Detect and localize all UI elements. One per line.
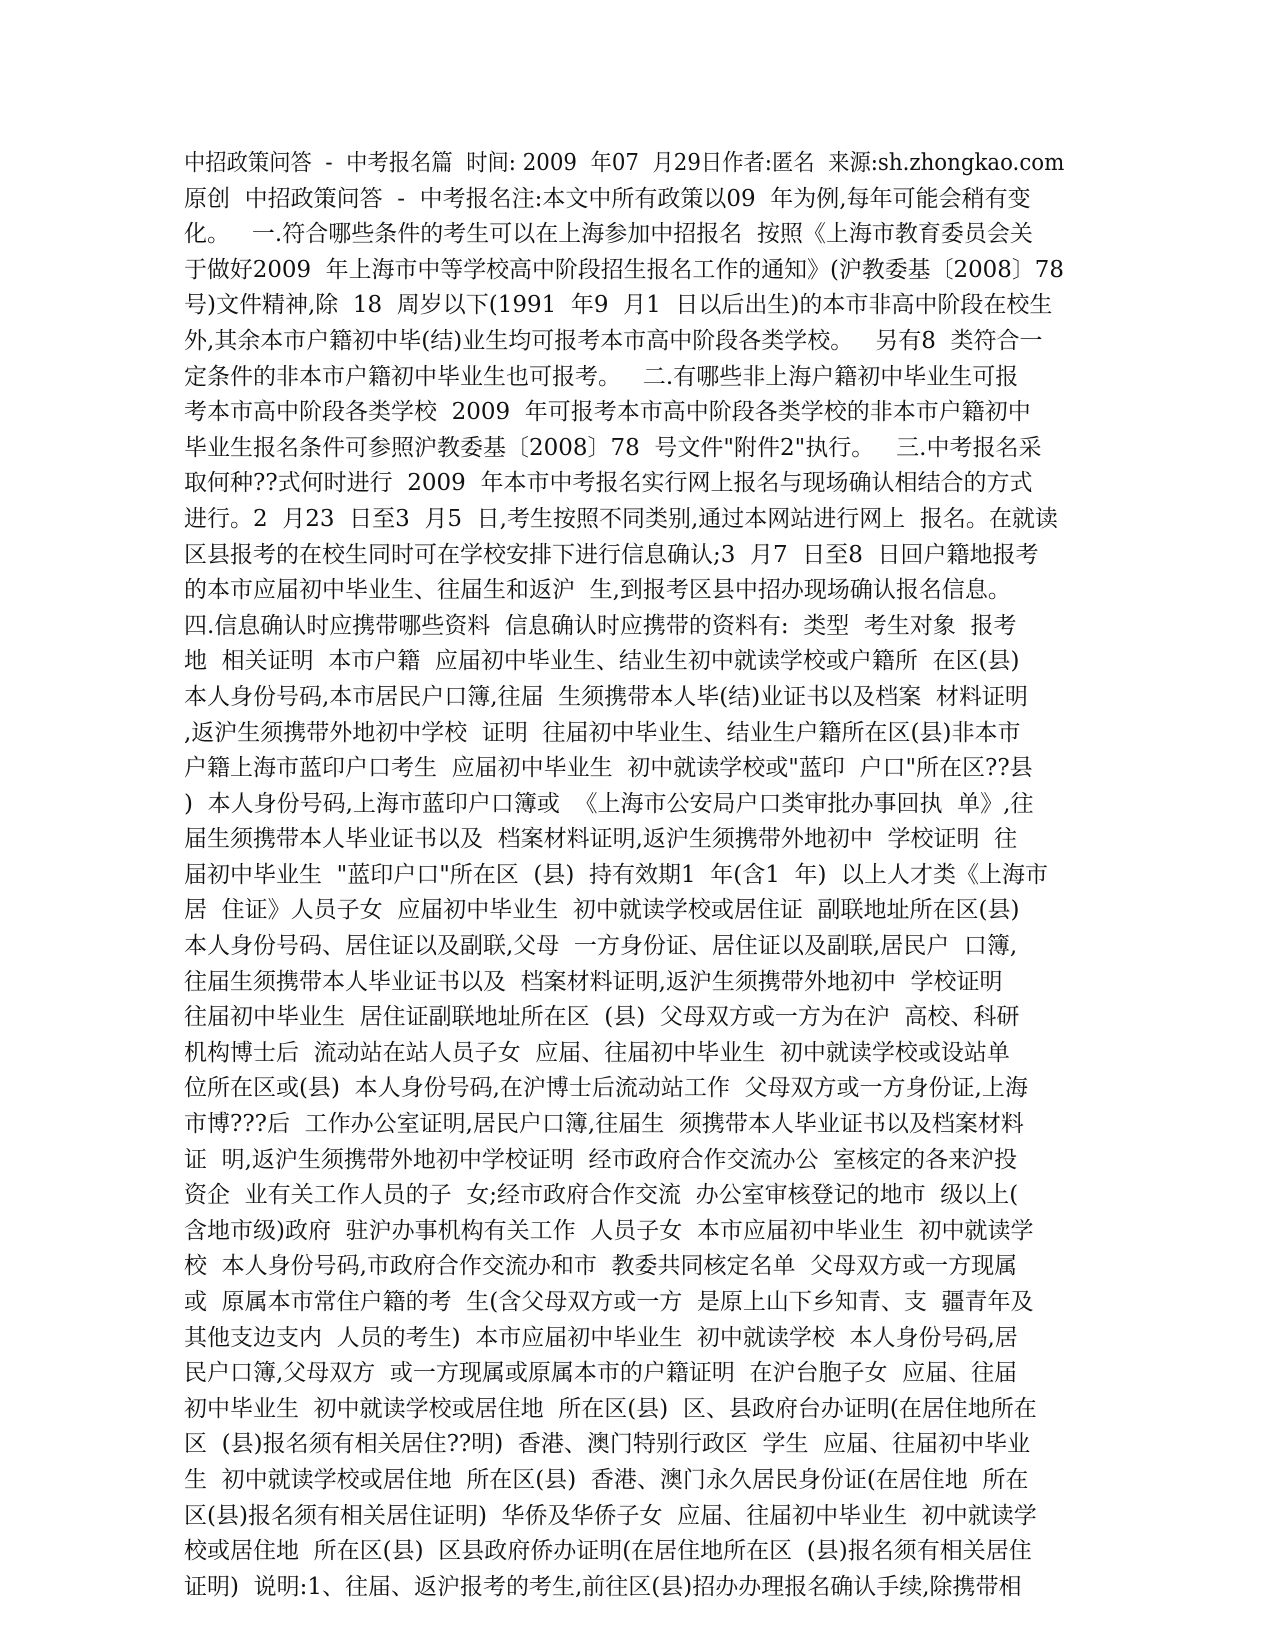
text-line-22: 居 住证》人员子女 应届初中毕业生 初中就读学校或居住证 副联地址所在区(县) [184, 897, 1020, 924]
text-line-25: 往届初中毕业生 居住证副联地址所在区 (县) 父母双方或一方为在沪 高校、科研 [184, 1004, 1020, 1031]
text-line-10: 取何种??式何时进行 2009 年本市中考报名实行网上报名与现场确认相结合的方式 [184, 470, 1033, 497]
text-line-1: 中招政策问答 - 中考报名篇 时间: 2009 年07 月29日作者:匿名 来源:sh.zhongkao.com [184, 150, 1065, 176]
text-line-32: 校 本人身份号码,市政府合作交流办和市 教委共同核定名单 父母双方或一方现属 [184, 1253, 1018, 1280]
text-line-3: 化。 一.符合哪些条件的考生可以在上海参加中招报名 按照《上海市教育委员会关 [184, 221, 1033, 248]
text-line-41: 证明) 说明:1、往届、返沪报考的考生,前往区(县)招办办理报名确认手续,除携带相 [184, 1573, 1022, 1600]
text-line-12: 区县报考的在校生同时可在学校安排下进行信息确认;3 月7 日至8 日回户籍地报考 [184, 541, 1039, 568]
text-line-21: 届初中毕业生 "蓝印户口"所在区 (县) 持有效期1 年(含1 年) 以上人才类《上海市 [184, 861, 1049, 888]
text-line-2: 原创 中招政策问答 - 中考报名注:本文中所有政策以09 年为例,每年可能会稍有变 [184, 185, 1031, 212]
text-line-38: 生 初中就读学校或居住地 所在区(县) 香港、澳门永久居民身份证(在居住地 所在 [184, 1466, 1029, 1493]
text-line-15: 地 相关证明 本市户籍 应届初中毕业生、结业生初中就读学校或户籍所 在区(县) [184, 648, 1020, 675]
text-line-35: 民户口簿,父母双方 或一方现属或原属本市的户籍证明 在沪台胞子女 应届、往届 [184, 1360, 1018, 1387]
text-line-19: ) 本人身份号码,上海市蓝印户口簿或 《上海市公安局户口类审批办事回执 单》,往 [184, 790, 1034, 817]
text-line-11: 进行。2 月23 日至3 月5 日,考生按照不同类别,通过本网站进行网上 报名。在就读 [184, 505, 1058, 532]
text-line-18: 户籍上海市蓝印户口考生 应届初中毕业生 初中就读学校或"蓝印 户口"所在区??县 [184, 755, 1033, 782]
text-line-37: 区 (县)报名须有相关居住??明) 香港、澳门特别行政区 学生 应届、往届初中毕业 [184, 1431, 1031, 1458]
text-line-36: 初中毕业生 初中就读学校或居住地 所在区(县) 区、县政府台办证明(在居住地所在 [184, 1395, 1037, 1422]
text-line-7: 定条件的非本市户籍初中毕业生也可报考。 二.有哪些非上海户籍初中毕业生可报 [184, 363, 1019, 390]
text-line-5: 号)文件精神,除 18 周岁以下(1991 年9 月1 日以后出生)的本市非高中阶段在校生 [184, 292, 1053, 319]
text-line-14: 四.信息确认时应携带哪些资料 信息确认时应携带的资料有: 类型 考生对象 报考 [184, 612, 1017, 639]
text-line-31: 含地市级)政府 驻沪办事机构有关工作 人员子女 本市应届初中毕业生 初中就读学 [184, 1217, 1034, 1244]
text-line-24: 往届生须携带本人毕业证书以及 档案材料证明,返沪生须携带外地初中 学校证明 [184, 968, 1003, 995]
text-line-6: 外,其余本市户籍初中毕(结)业生均可报考本市高中阶段各类学校。 另有8 类符合一 [184, 327, 1043, 354]
text-line-30: 资企 业有关工作人员的子 女;经市政府合作交流 办公室审核登记的地市 级以上( [184, 1182, 1019, 1209]
text-line-28: 市博???后 工作办公室证明,居民户口簿,往届生 须携带本人毕业证书以及档案材料 [184, 1111, 1024, 1138]
text-line-34: 其他支边支内 人员的考生) 本市应届初中毕业生 初中就读学校 本人身份号码,居 [184, 1324, 1018, 1351]
text-line-40: 校或居住地 所在区(县) 区县政府侨办证明(在居住地所在区 (县)报名须有相关居住 [184, 1538, 1032, 1565]
text-line-8: 考本市高中阶段各类学校 2009 年可报考本市高中阶段各类学校的非本市户籍初中 [184, 399, 1031, 426]
text-line-16: 本人身份号码,本市居民户口簿,往届 生须携带本人毕(结)业证书以及档案 材料证明 [184, 683, 1028, 710]
text-line-23: 本人身份号码、居住证以及副联,父母 一方身份证、居住证以及副联,居民户 口簿, [184, 933, 1018, 960]
text-line-33: 或 原属本市常住户籍的考 生(含父母双方或一方 是原上山下乡知青、支 疆青年及 [184, 1289, 1034, 1315]
text-line-17: ,返沪生须携带外地初中学校 证明 往届初中毕业生、结业生户籍所在区(县)非本市 [184, 719, 1021, 746]
text-line-39: 区(县)报名须有相关居住证明) 华侨及华侨子女 应届、往届初中毕业生 初中就读学 [184, 1502, 1037, 1529]
text-line-26: 机构博士后 流动站在站人员子女 应届、往届初中毕业生 初中就读学校或设站单 [184, 1039, 1010, 1066]
document-body-text [184, 146, 1064, 1605]
text-line-4: 于做好2009 年上海市中等学校高中阶段招生报名工作的通知》(沪教委基〔2008〕78 [184, 256, 1064, 283]
text-line-29: 证 明,返沪生须携带外地初中学校证明 经市政府合作交流办公 室核定的各来沪投 [184, 1146, 1018, 1173]
text-line-20: 届生须携带本人毕业证书以及 档案材料证明,返沪生须携带外地初中 学校证明 往 [184, 826, 1018, 853]
text-line-13: 的本市应届初中毕业生、往届生和返沪 生,到报考区县中招办现场确认报名信息。 [184, 577, 1011, 604]
text-line-27: 位所在区或(县) 本人身份号码,在沪博士后流动站工作 父母双方或一方身份证,上海 [184, 1075, 1028, 1102]
text-line-9: 毕业生报名条件可参照沪教委基〔2008〕78 号文件"附件2"执行。 三.中考报名采 [184, 434, 1042, 461]
